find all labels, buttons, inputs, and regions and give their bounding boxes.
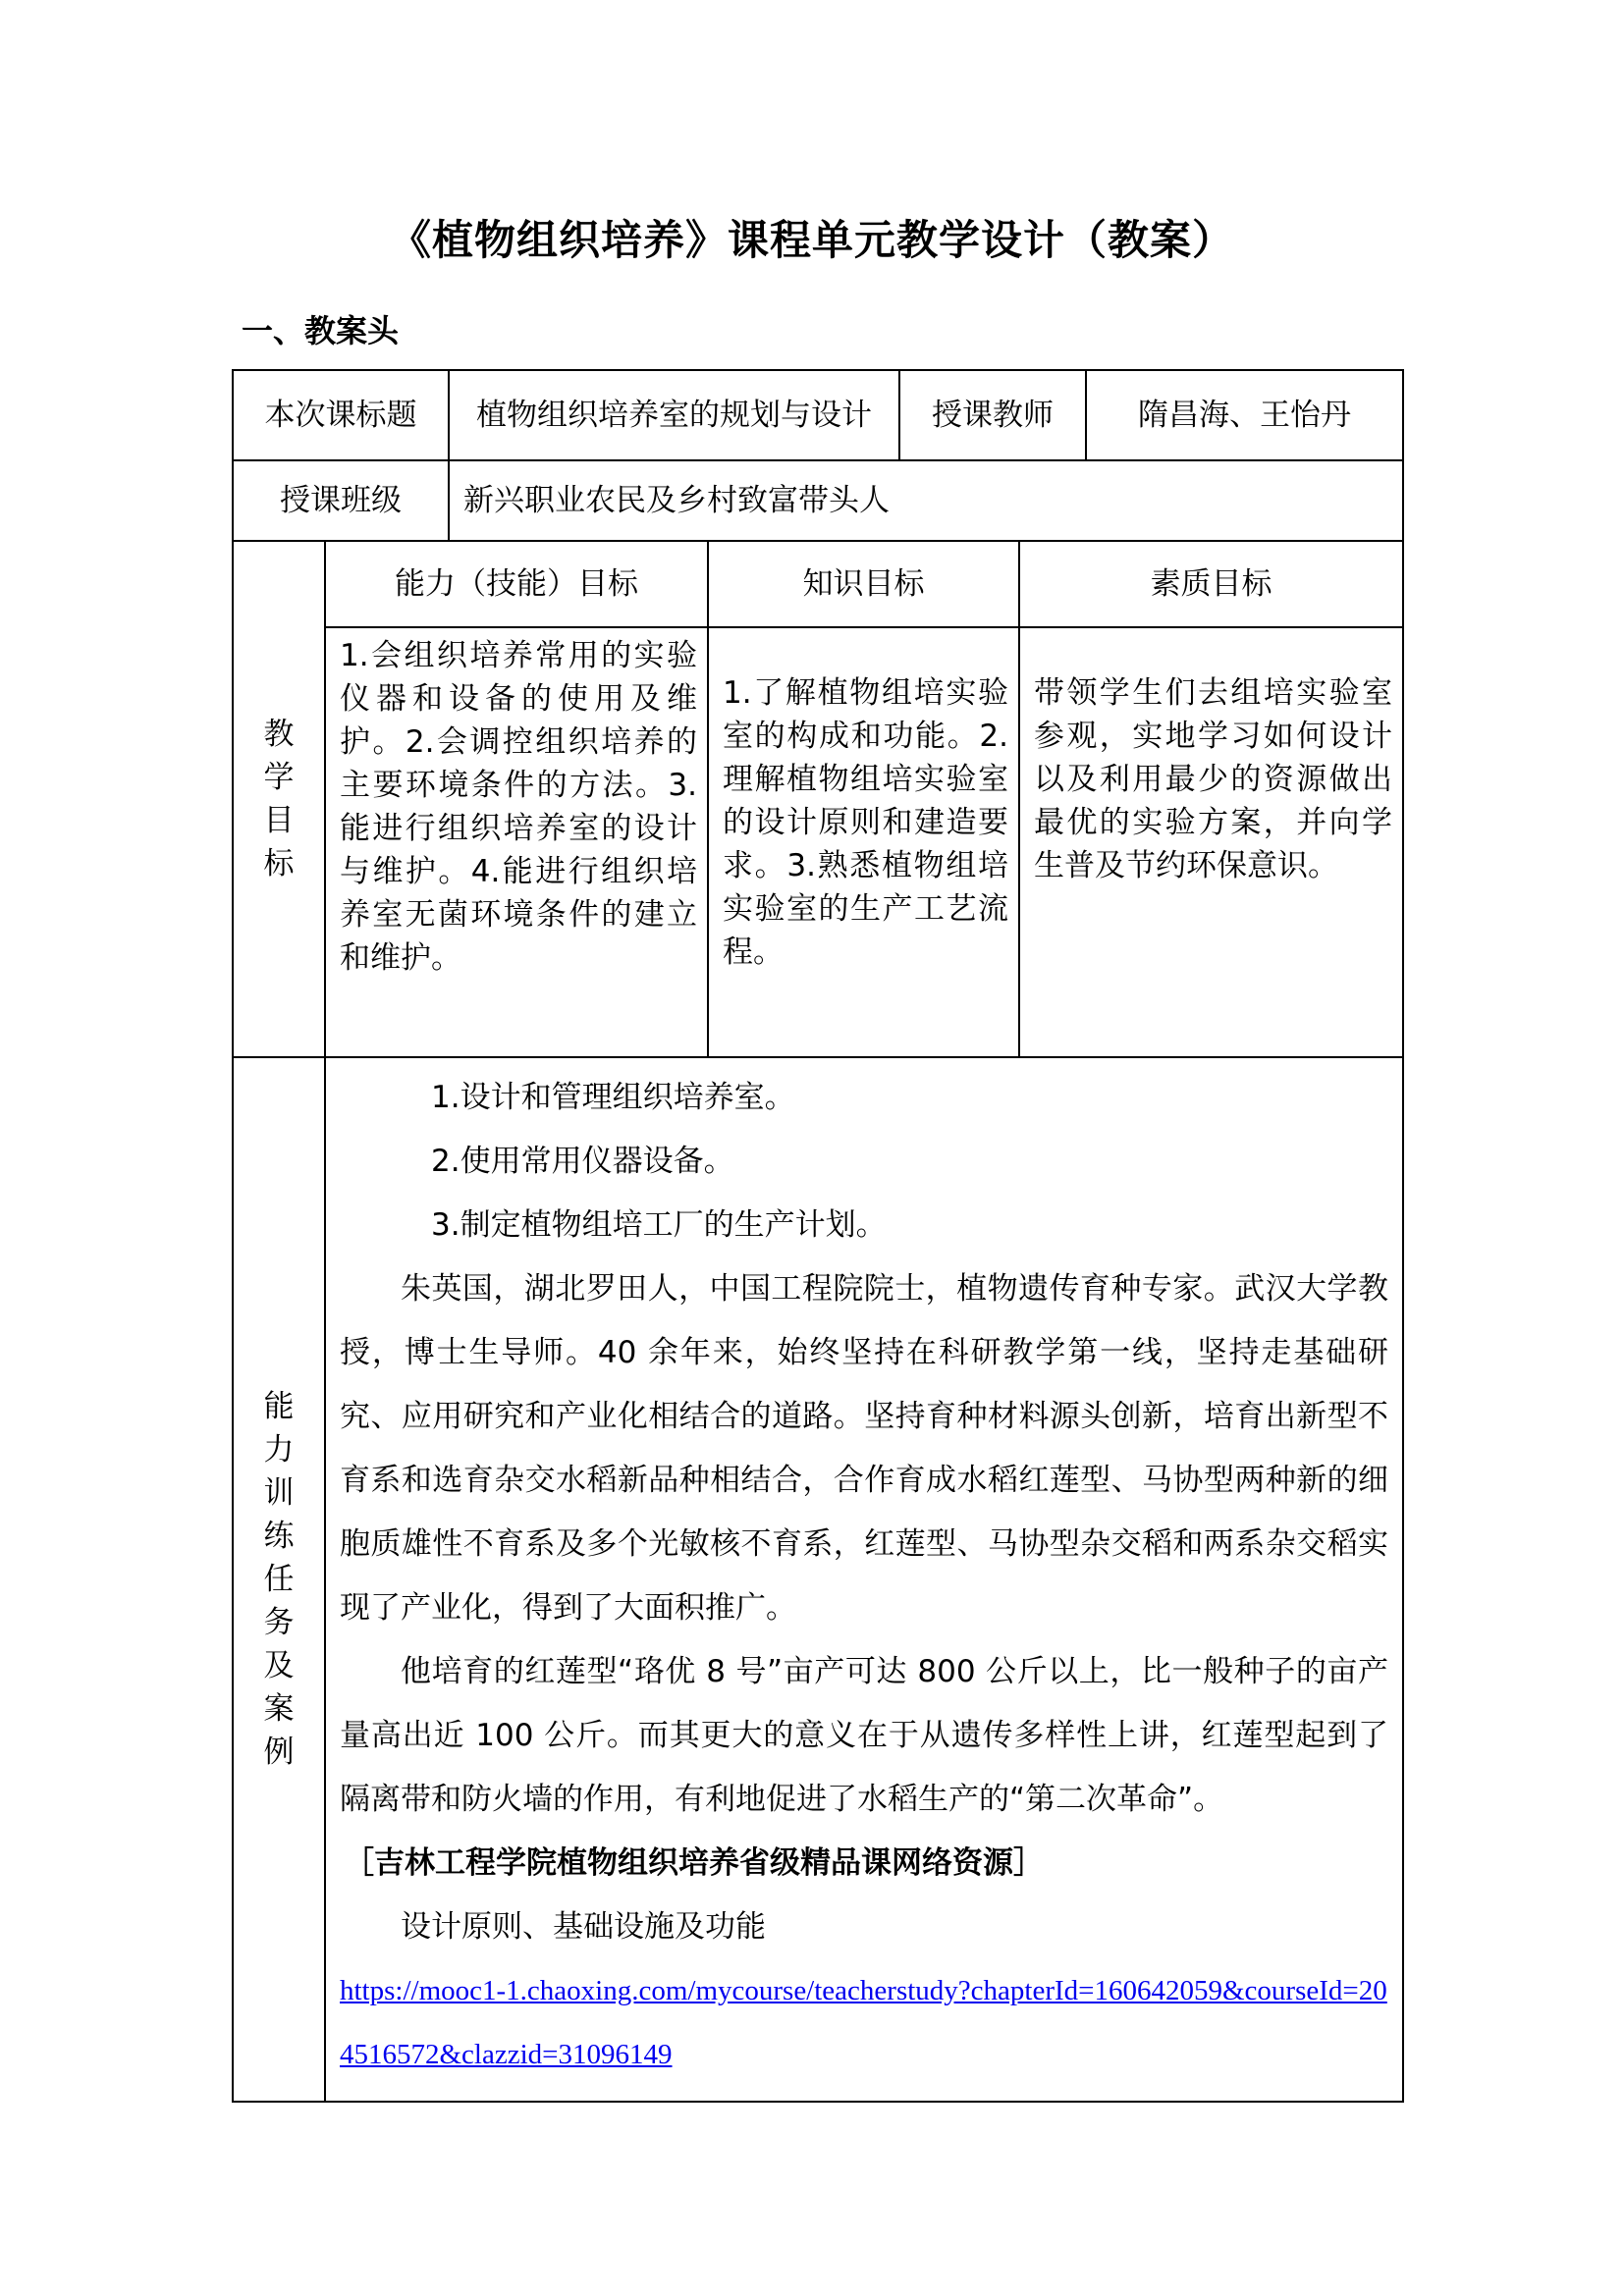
task-item: 2.使用常用仪器设备。 bbox=[431, 1144, 734, 1179]
teacher-value: 隋昌海、王怡丹 bbox=[1086, 370, 1403, 460]
quality-objective-header: 素质目标 bbox=[1019, 541, 1403, 627]
tasks-row-label: 能 力 训 练 任 务 及 案 例 bbox=[233, 1057, 325, 2102]
knowledge-objective-text: 1.了解植物组培实验室的构成和功能。2.理解植物组培实验室的设计原则和建造要求。3.熟悉植物组培实验室的生产工艺流程。 bbox=[708, 627, 1019, 1057]
resource-link[interactable]: https://mooc1-1.chaoxing.com/mycourse/teacherstudy?chapterId=160642059&courseId=204516572&clazzid=31096149 bbox=[340, 1975, 1387, 2070]
resource-subtitle: 设计原则、基础设施及功能 bbox=[401, 1909, 766, 1945]
class-row bbox=[233, 460, 1403, 541]
topic-label: 本次课标题 bbox=[233, 370, 449, 460]
quality-objective-text: 带领学生们去组培实验室参观，实地学习如何设计以及利用最少的资源做出最优的实验方案，并向学生普及节约环保意识。 bbox=[1019, 627, 1403, 1057]
case-paragraph-2: 他培育的红莲型“珞优 8 号”亩产可达 800 公斤以上，比一般种子的亩产量高出近 100 公斤。而其更大的意义在于从遗传多样性上讲，红莲型起到了隔离带和防火墙的作用，有利地促进了水稻生产的“第二次革命”。 bbox=[340, 1654, 1388, 1817]
tasks-content bbox=[325, 1057, 1403, 2102]
class-label: 授课班级 bbox=[233, 460, 449, 541]
class-value: 新兴职业农民及乡村致富带头人 bbox=[449, 460, 1403, 541]
objectives-content-row bbox=[233, 627, 1403, 1057]
resource-title: ［吉林工程学院植物组织培养省级精品课网络资源］ bbox=[344, 1845, 1044, 1881]
task-item: 3.制定植物组培工厂的生产计划。 bbox=[431, 1207, 887, 1243]
knowledge-objective-header: 知识目标 bbox=[708, 541, 1019, 627]
objectives-row-label: 教 学 目 标 bbox=[233, 541, 325, 1057]
task-item: 1.设计和管理组织培养室。 bbox=[431, 1080, 795, 1115]
ability-objective-header: 能力（技能）目标 bbox=[325, 541, 708, 627]
tasks-row bbox=[233, 1057, 1403, 2102]
topic-row bbox=[233, 370, 1403, 460]
topic-value: 植物组织培养室的规划与设计 bbox=[449, 370, 899, 460]
case-paragraph-1: 朱英国，湖北罗田人，中国工程院院士，植物遗传育种专家。武汉大学教授，博士生导师。40 余年来，始终坚持在科研教学第一线，坚持走基础研究、应用研究和产业化相结合的道路。坚持育种材料源头创新，培育出新型不育系和选育杂交水稻新品种相结合，合作育成水稻红莲型、马协型两种新的细胞质雄性不育系及多个光敏核不育系，红莲型、马协型杂交稻和两系杂交稻实现了产业化，得到了大面积推广。 bbox=[340, 1271, 1388, 1626]
objectives-header-row bbox=[233, 541, 1403, 627]
teacher-label: 授课教师 bbox=[899, 370, 1086, 460]
page-title: 《植物组织培养》课程单元教学设计（教案） bbox=[389, 216, 1234, 264]
section-heading: 一、教案头 bbox=[242, 312, 400, 349]
lesson-plan-table bbox=[232, 369, 1404, 2103]
ability-objective-text: 1.会组织培养常用的实验仪器和设备的使用及维护。2.会调控组织培养的主要环境条件的方法。3.能进行组织培养室的设计与维护。4.能进行组织培养室无菌环境条件的建立和维护。 bbox=[325, 627, 708, 1057]
